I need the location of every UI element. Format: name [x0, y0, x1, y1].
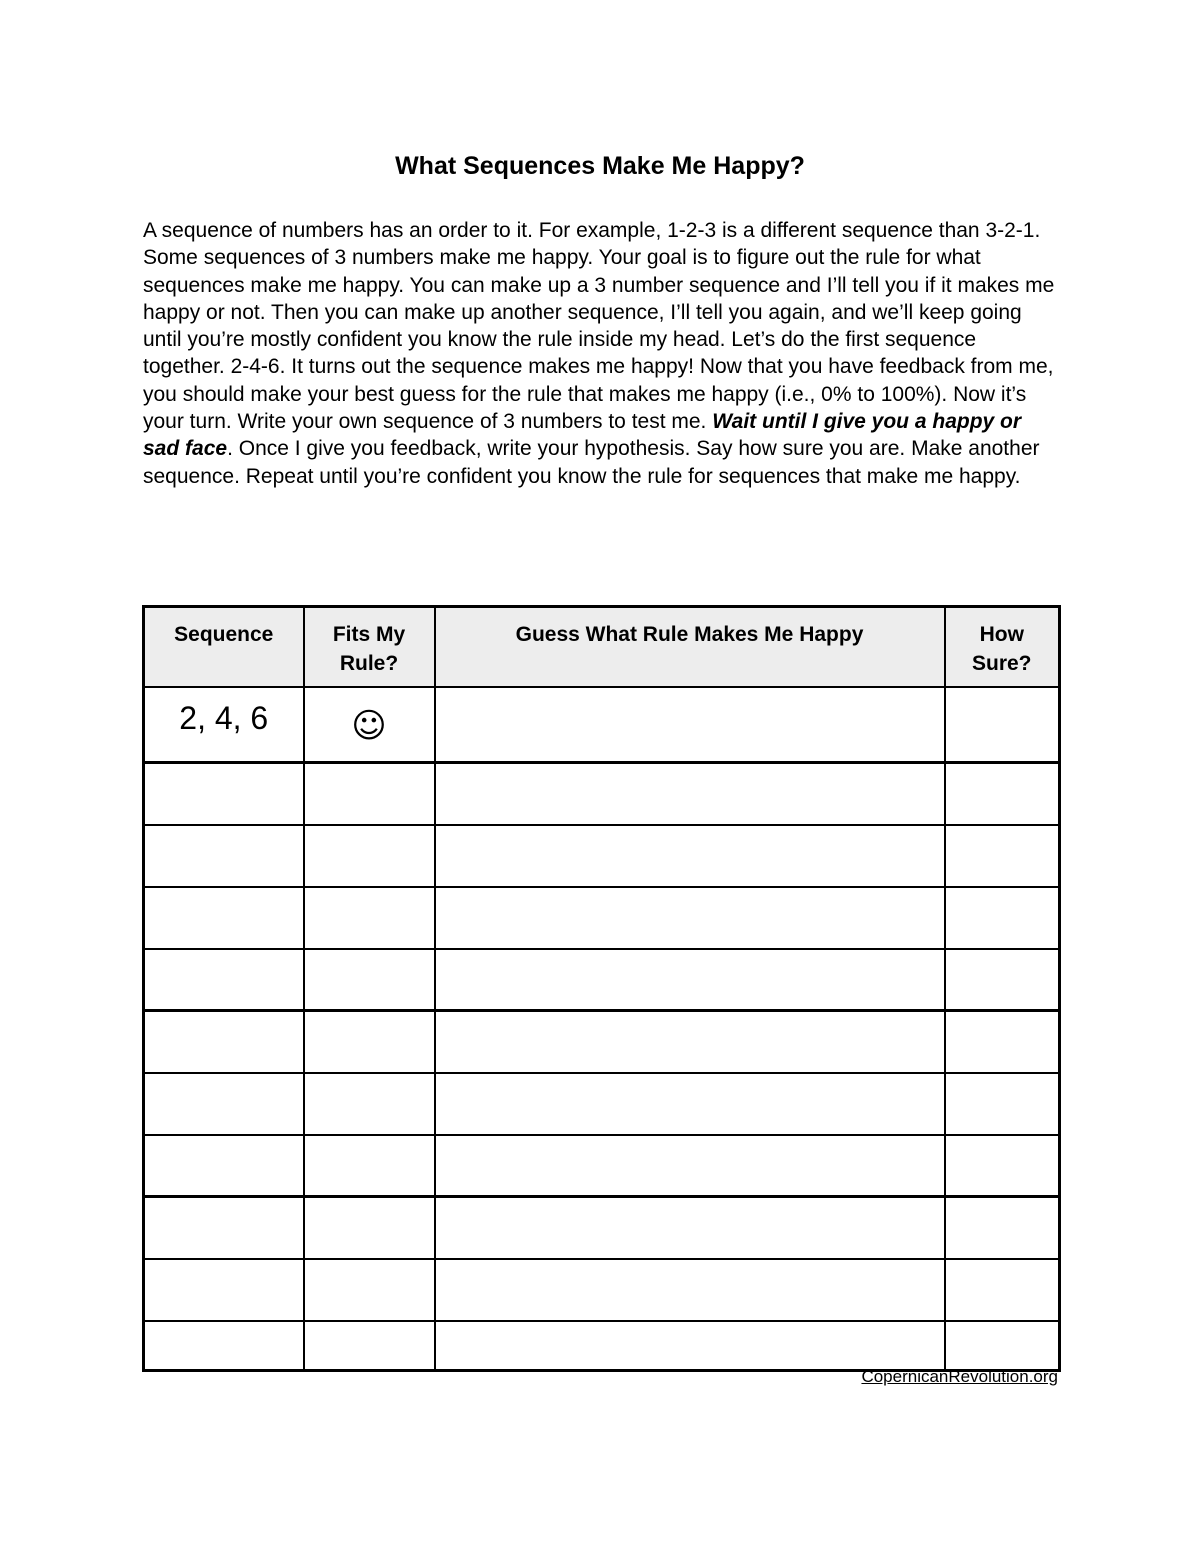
header-guess-rule: Guess What Rule Makes Me Happy: [435, 607, 945, 687]
instructions-emphasis: Wait until I give you a happy or sad face: [143, 410, 1022, 461]
header-fits-line1: Fits My: [332, 623, 406, 646]
guess-cell[interactable]: [435, 825, 945, 887]
sure-cell[interactable]: [945, 825, 1060, 887]
sequence-cell[interactable]: [144, 1073, 304, 1135]
instructions-text-start: A sequence of numbers has an order to it. For example, 1-2-3 is a different sequence than 3-2-1. Some sequences of 3 numbers make me happy. Your goal is to figure out the rule for what sequences make me happy. You can make up a 3 number sequence and I’ll tell you if it makes me happy or not. Then you can make up another sequence, I’ll tell you again, and we’ll keep going until you’re mostly confident you know the rule inside my head. Let’s do the first sequence together. 2-4-6. It turns out the sequence makes me happy! Now that you have feedback from me, you should make your best guess for the rule that makes me happy (i.e., 0% to 100%). Now it’s your turn. Write your own sequence of 3 numbers to test me.: [143, 219, 1055, 434]
sequence-cell[interactable]: [144, 1321, 304, 1371]
header-sequence: Sequence: [144, 607, 304, 687]
sure-cell[interactable]: [945, 1073, 1060, 1135]
sequence-cell[interactable]: [144, 825, 304, 887]
sure-cell[interactable]: [945, 1259, 1060, 1321]
instructions-paragraph: [143, 217, 1058, 490]
sure-cell[interactable]: [945, 887, 1060, 949]
example-guess-cell[interactable]: [435, 687, 945, 763]
example-sequence-cell[interactable]: 2, 4, 6: [144, 687, 304, 763]
sequence-cell[interactable]: [144, 1135, 304, 1197]
table-row: [144, 763, 1060, 825]
table-row: [144, 1321, 1060, 1371]
header-fits-my-rule: [304, 607, 435, 687]
guess-cell[interactable]: [435, 1321, 945, 1371]
copernican-revolution-link[interactable]: CopernicanRevolution.org: [861, 1367, 1058, 1386]
smiley-face-icon: ☺: [351, 705, 387, 746]
sure-cell[interactable]: [945, 1011, 1060, 1073]
guess-cell[interactable]: [435, 887, 945, 949]
sequence-cell[interactable]: [144, 1259, 304, 1321]
sequence-cell[interactable]: [144, 763, 304, 825]
table-row: [144, 1011, 1060, 1073]
sure-cell[interactable]: [945, 763, 1060, 825]
sequence-cell[interactable]: [144, 949, 304, 1011]
header-sure-line2: Sure?: [971, 652, 1032, 675]
sequence-worksheet-table: [142, 605, 1061, 1372]
fits-cell[interactable]: [304, 949, 435, 1011]
guess-cell[interactable]: [435, 1073, 945, 1135]
sequence-cell[interactable]: [144, 1197, 304, 1259]
sure-cell[interactable]: [945, 1321, 1060, 1371]
sequence-cell[interactable]: [144, 1011, 304, 1073]
guess-cell[interactable]: [435, 949, 945, 1011]
fits-cell[interactable]: [304, 763, 435, 825]
example-sure-cell[interactable]: [945, 687, 1060, 763]
guess-cell[interactable]: [435, 1011, 945, 1073]
header-fits-line2: Rule?: [339, 652, 399, 675]
header-how-sure: [945, 607, 1060, 687]
guess-cell[interactable]: [435, 763, 945, 825]
page-title: What Sequences Make Me Happy?: [395, 152, 805, 180]
fits-cell[interactable]: [304, 1073, 435, 1135]
sure-cell[interactable]: [945, 949, 1060, 1011]
table-row: [144, 1197, 1060, 1259]
fits-cell[interactable]: [304, 1259, 435, 1321]
example-fits-cell[interactable]: [304, 687, 435, 763]
table-row: [144, 1135, 1060, 1197]
fits-cell[interactable]: [304, 1321, 435, 1371]
instructions-text-end: . Once I give you feedback, write your hypothesis. Say how sure you are. Make another sequence. Repeat until you’re confident you know the rule for sequences that make me happy.: [143, 437, 1040, 488]
sequence-cell[interactable]: [144, 887, 304, 949]
fits-cell[interactable]: [304, 1197, 435, 1259]
fits-cell[interactable]: [304, 887, 435, 949]
example-row: [144, 687, 1060, 763]
table-row: [144, 825, 1060, 887]
header-sure-line1: How: [979, 623, 1024, 646]
table-header-row: [144, 607, 1060, 687]
sure-cell[interactable]: [945, 1197, 1060, 1259]
table-row: [144, 887, 1060, 949]
fits-cell[interactable]: [304, 1135, 435, 1197]
guess-cell[interactable]: [435, 1259, 945, 1321]
guess-cell[interactable]: [435, 1135, 945, 1197]
table-row: [144, 1259, 1060, 1321]
fits-cell[interactable]: [304, 1011, 435, 1073]
fits-cell[interactable]: [304, 825, 435, 887]
table-row: [144, 949, 1060, 1011]
sure-cell[interactable]: [945, 1135, 1060, 1197]
table-row: [144, 1073, 1060, 1135]
guess-cell[interactable]: [435, 1197, 945, 1259]
